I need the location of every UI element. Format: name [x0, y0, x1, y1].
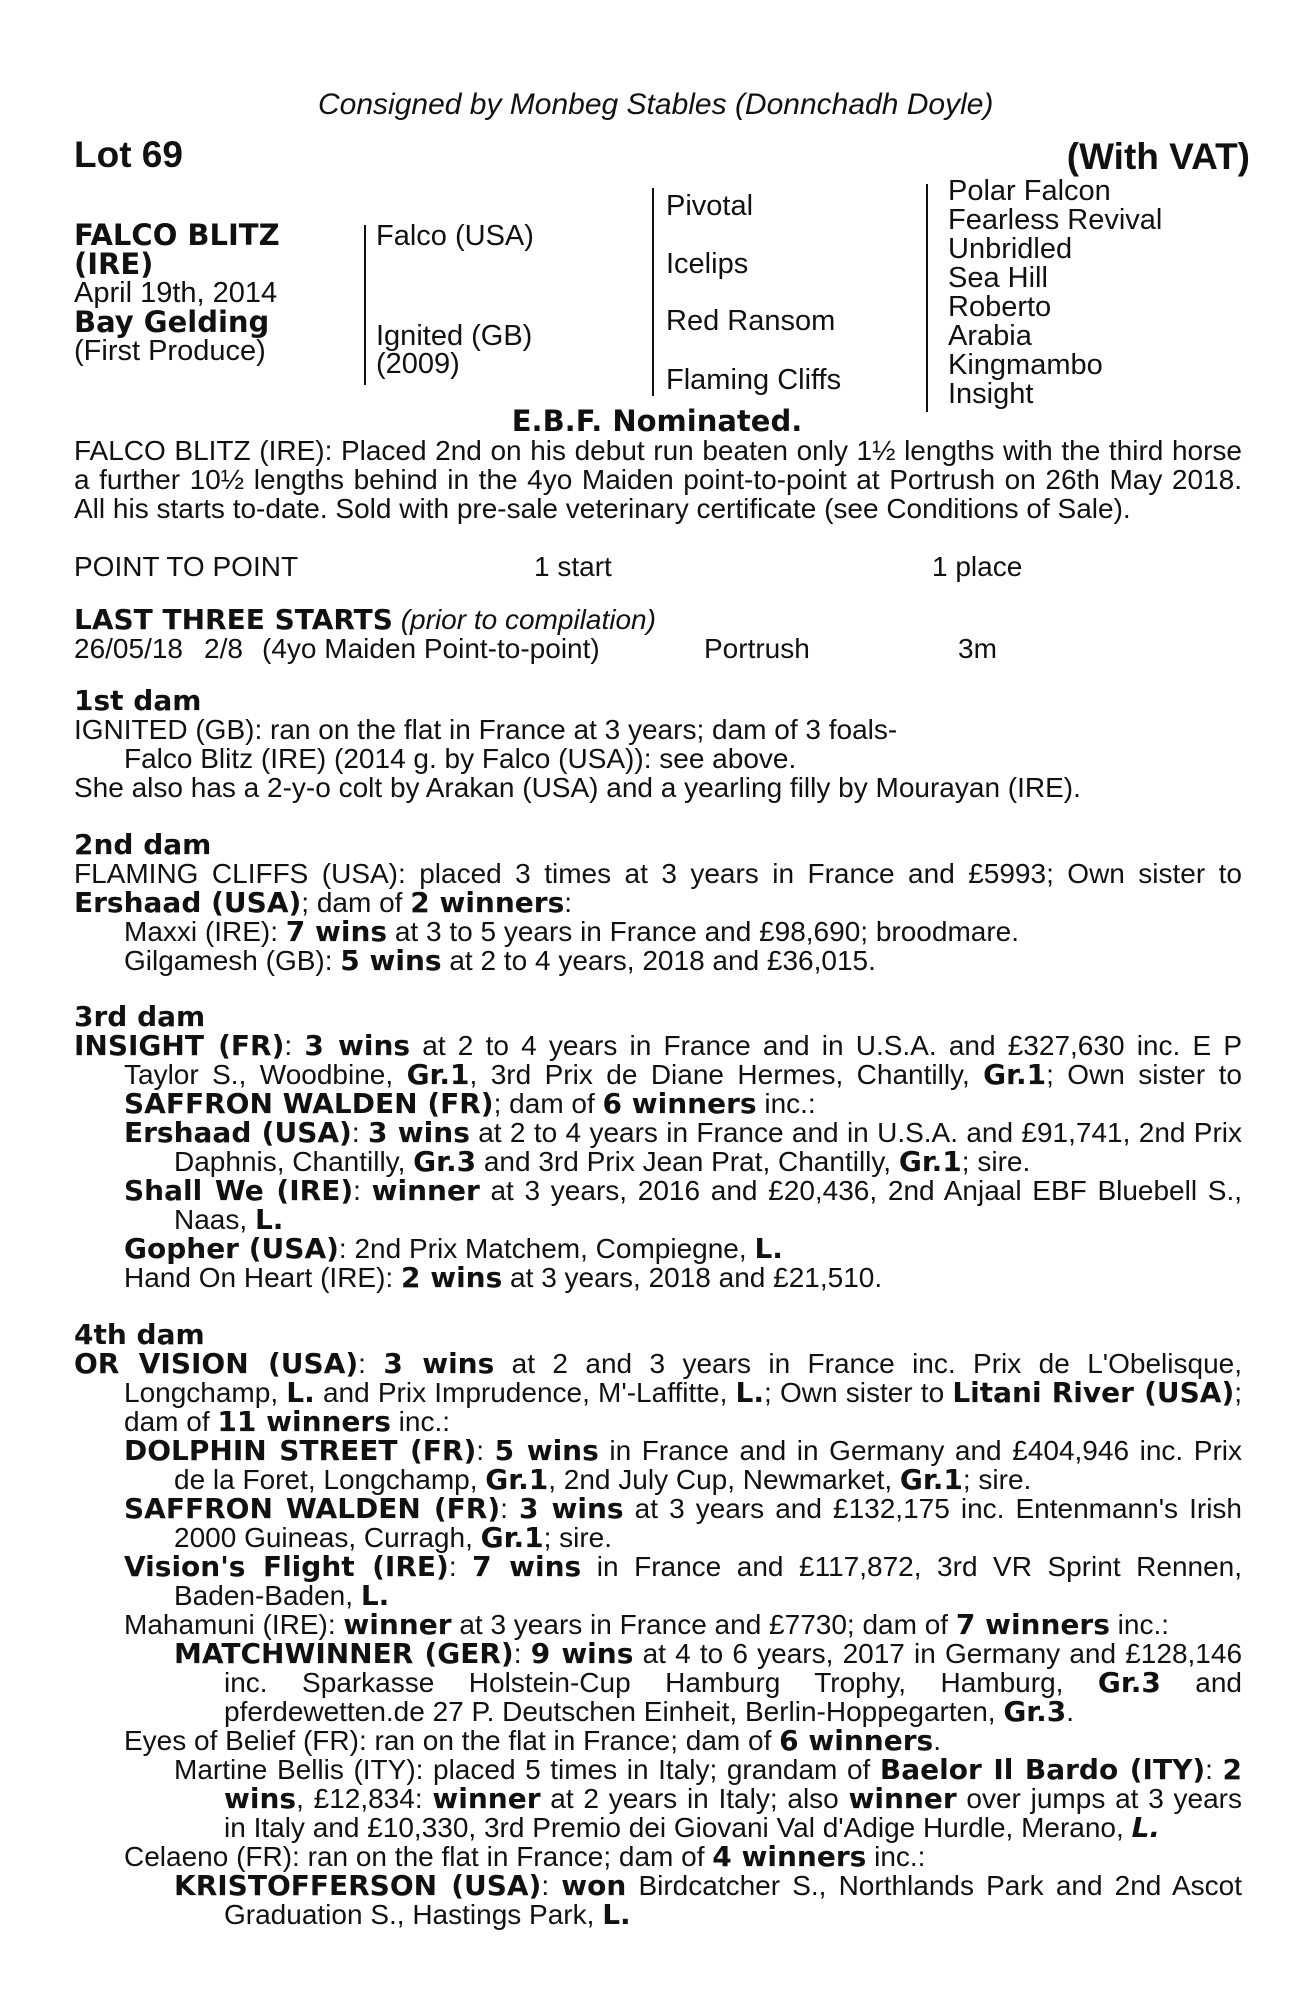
pedigree-gen3-item: Roberto: [948, 291, 1052, 323]
fourth-dam-heading: 4th dam: [74, 1318, 205, 1351]
produce-entry: Vision's Flight (IRE): 7 wins in France and £117,872, 3rd VR Sprint Rennen, Baden-Baden, L.: [124, 1550, 1243, 1612]
first-dam-note: She also has a 2-y-o colt by Arakan (USA) and a yearling filly by Mourayan (IRE).: [74, 772, 1081, 803]
record-starts: 1 start: [534, 551, 612, 582]
ebf-nomination: E.B.F. Nominated.: [511, 404, 803, 438]
pedigree-gen3-item: Polar Falcon: [948, 175, 1111, 207]
second-dam-heading: 2nd dam: [74, 828, 212, 861]
pedigree-divider-3: [926, 184, 928, 412]
pedigree-gen2-item: Icelips: [666, 248, 749, 280]
vat-label: (With VAT): [1066, 136, 1250, 177]
last-start-distance: 3m: [958, 633, 997, 664]
pedigree-divider-2: [652, 188, 654, 396]
summary-paragraph: FALCO BLITZ (IRE): Placed 2nd on his debut run beaten only 1½ lengths with the third horse a further 10½ lengths behind in the 4yo Maiden point-to-point at Portrush on 26th May 2018. All his starts to-date. Sold with pre-sale veterinary certificate (see Conditions of Sale).: [74, 435, 1242, 524]
produce-entry: Celaeno (FR): ran on the flat in France; dam of 4 winners inc.:: [124, 1840, 926, 1873]
third-dam-paragraph: INSIGHT (FR): 3 wins at 2 to 4 years in France and in U.S.A. and £327,630 inc. E P Taylor S., Woodbine, Gr.1, 3rd Prix de Diane Hermes, Chantilly, Gr.1; Own sister to SAFFRON WALDEN (FR); dam of 6 winners inc.:: [74, 1029, 1242, 1120]
pedigree-dam-year: (2009): [376, 348, 460, 380]
last-starts-heading: LAST THREE STARTS (prior to compilation): [74, 603, 656, 636]
produce-entry: MATCHWINNER (GER): 9 wins at 4 to 6 years, 2017 in Germany and £128,146 inc. Sparkasse Holstein-Cup Hamburg Trophy, Hamburg, Gr.3 and pferdewetten.de 27 P. Deutschen Einheit, Berlin-Hoppegarten, Gr.3.: [174, 1637, 1243, 1728]
produce-entry: Gopher (USA): 2nd Prix Matchem, Compiegne, L.: [124, 1232, 783, 1265]
produce-entry: KRISTOFFERSON (USA): won Birdcatcher S., Northlands Park and 2nd Ascot Graduation S., Hastings Park, L.: [174, 1869, 1242, 1931]
produce-note: (First Produce): [74, 335, 266, 367]
pedigree-gen3-item: Arabia: [948, 320, 1032, 352]
produce-entry: Mahamuni (IRE): winner at 3 years in France and £7730; dam of 7 winners inc.:: [124, 1608, 1170, 1641]
pedigree-gen2-item: Flaming Cliffs: [666, 364, 842, 396]
third-dam-heading: 3rd dam: [74, 1000, 206, 1033]
pedigree-gen2-item: Red Ransom: [666, 305, 836, 337]
lot-number: Lot 69: [74, 134, 183, 175]
pedigree-gen3-item: Sea Hill: [948, 262, 1048, 294]
pedigree-dam: Ignited (GB): [376, 320, 533, 352]
record-type: POINT TO POINT: [74, 551, 299, 582]
produce-entry: Ershaad (USA): 3 wins at 2 to 4 years in France and in U.S.A. and £91,741, 2nd Prix Daphnis, Chantilly, Gr.3 and 3rd Prix Jean Prat, Chantilly, Gr.1; sire.: [124, 1116, 1243, 1178]
pedigree-gen3-item: Insight: [948, 378, 1034, 410]
horse-name-suffix: (IRE): [74, 247, 154, 281]
last-start-position: 2/8: [204, 633, 243, 664]
pedigree-sire: Falco (USA): [376, 220, 534, 252]
produce-entry: Hand On Heart (IRE): 2 wins at 3 years, 2018 and £21,510.: [124, 1261, 883, 1294]
consignor-line: Consigned by Monbeg Stables (Donnchadh Doyle): [318, 88, 994, 121]
produce-entry: Martine Bellis (ITY): placed 5 times in Italy; grandam of Baelor Il Bardo (ITY): 2 wins, £12,834: winner at 2 years in Italy; also winner over jumps at 3 years in Italy and £10,330, 3rd Premio dei Giovani Val d'Adige Hurdle, Merano, L.: [174, 1753, 1243, 1844]
pedigree-divider-1: [364, 225, 366, 385]
second-dam-paragraph: FLAMING CLIFFS (USA): placed 3 times at 3 years in France and £5993; Own sister to Ershaad (USA); dam of 2 winners:: [74, 858, 1242, 919]
produce-entry: DOLPHIN STREET (FR): 5 wins in France and in Germany and £404,946 inc. Prix de la Foret, Longchamp, Gr.1, 2nd July Cup, Newmarket, Gr.1; sire.: [124, 1434, 1242, 1496]
foaling-date: April 19th, 2014: [74, 277, 278, 309]
horse-sex: Bay Gelding: [74, 305, 270, 339]
produce-entry: Shall We (IRE): winner at 3 years, 2016 and £20,436, 2nd Anjaal EBF Bluebell S., Naas, L.: [124, 1174, 1243, 1236]
first-dam-line: IGNITED (GB): ran on the flat in France at 3 years; dam of 3 foals-: [74, 714, 898, 745]
pedigree-gen3-item: Unbridled: [948, 233, 1073, 265]
pedigree-gen3-item: Fearless Revival: [948, 204, 1163, 236]
produce-entry: SAFFRON WALDEN (FR): 3 wins at 3 years and £132,175 inc. Entenmann's Irish 2000 Guineas, Curragh, Gr.1; sire.: [124, 1492, 1242, 1554]
produce-entry: Maxxi (IRE): 7 wins at 3 to 5 years in France and £98,690; broodmare.: [124, 915, 1020, 948]
first-dam-produce: Falco Blitz (IRE) (2014 g. by Falco (USA)): see above.: [124, 743, 797, 774]
pedigree-gen2-item: Pivotal: [666, 190, 754, 222]
last-start-course: Portrush: [704, 633, 810, 664]
produce-entry: Gilgamesh (GB): 5 wins at 2 to 4 years, 2018 and £36,015.: [124, 944, 876, 977]
record-places: 1 place: [932, 551, 1023, 582]
first-dam-heading: 1st dam: [74, 684, 202, 717]
last-start-race: (4yo Maiden Point-to-point): [262, 633, 600, 664]
pedigree-gen3-item: Kingmambo: [948, 349, 1103, 381]
horse-name: FALCO BLITZ: [74, 218, 280, 252]
last-start-date: 26/05/18: [74, 633, 183, 664]
produce-entry: Eyes of Belief (FR): ran on the flat in France; dam of 6 winners.: [124, 1724, 941, 1757]
fourth-dam-paragraph: OR VISION (USA): 3 wins at 2 and 3 years in France inc. Prix de L'Obelisque, Longchamp, L. and Prix Imprudence, M'-Laffitte, L.; Own sister to Litani River (USA); dam of 11 winners inc.:: [74, 1347, 1243, 1438]
